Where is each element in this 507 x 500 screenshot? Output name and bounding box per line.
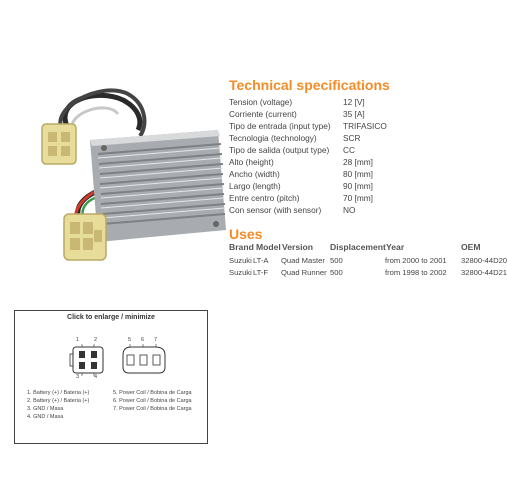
spec-row: [229, 204, 387, 216]
header-model: Model: [256, 242, 281, 252]
spec-row: [229, 120, 387, 132]
spec-row: [229, 156, 387, 168]
diagram-toggle-link[interactable]: Click to enlarge / minimize: [67, 314, 155, 321]
legend-item: 6. Power Coil / Bobina de Carga: [113, 398, 192, 404]
spec-label: Tipo de salida (output type): [229, 145, 330, 155]
spec-label: Alto (height): [229, 157, 274, 167]
uses-cell-year: from 2000 to 2001: [385, 256, 447, 265]
specs-title: Technical specifications: [229, 77, 390, 93]
pin-label: 4: [94, 374, 98, 380]
header-year: Year: [386, 242, 405, 252]
wiring-diagram[interactable]: [14, 310, 208, 444]
spec-row: [229, 168, 387, 180]
header-displacement: Displacement: [330, 242, 386, 252]
header-version: Version: [282, 242, 314, 252]
uses-cell-oem: 32800-44D21: [461, 268, 507, 277]
legend-item: 4. GND / Masa: [27, 414, 64, 420]
heatsink: [90, 130, 226, 242]
uses-cell-brand: Suzuki: [229, 268, 252, 277]
spec-label: Con sensor (with sensor): [229, 205, 322, 215]
spec-row: [229, 132, 387, 144]
spec-label: Entre centro (pitch): [229, 193, 300, 203]
pin-label: 2: [94, 337, 98, 343]
three-pin-connector-icon: [123, 344, 165, 373]
spec-value: SCR: [343, 133, 361, 143]
spec-value: 80 [mm]: [343, 169, 373, 179]
spec-row: [229, 108, 387, 120]
legend-left: [27, 389, 89, 421]
spec-label: Tension (voltage): [229, 97, 293, 107]
pin-label: 5: [128, 337, 132, 343]
uses-title: Uses: [229, 226, 263, 242]
connector-drawings: [15, 311, 207, 391]
spec-value: NO: [343, 205, 356, 215]
connector-top: [42, 124, 76, 164]
uses-cell-version: Quad Master: [281, 256, 325, 265]
spec-value: 90 [mm]: [343, 181, 373, 191]
pin-label: 6: [141, 337, 145, 343]
spec-row: [229, 96, 387, 108]
header-brand: Brand: [229, 242, 254, 252]
legend-item: 3. GND / Masa: [27, 406, 64, 412]
pin-label: 1: [76, 337, 80, 343]
legend-item: 1. Battery (+) / Bateria (+): [27, 390, 90, 396]
uses-table: [229, 242, 507, 280]
spec-value: 35 [A]: [343, 109, 365, 119]
pin-label: 7: [154, 337, 158, 343]
legend-item: 5. Power Coil / Bobina de Carga: [113, 390, 192, 396]
uses-cell-displacement: 500: [330, 268, 343, 277]
uses-cell-year: from 1998 to 2002: [385, 268, 447, 277]
uses-cell-displacement: 500: [330, 256, 343, 265]
spec-value: CC: [343, 145, 355, 155]
connector-bottom: [64, 214, 106, 260]
spec-label: Largo (length): [229, 181, 281, 191]
spec-label: Tipo de entrada (input type): [229, 121, 331, 131]
product-photo: [28, 70, 228, 280]
legend-item: 2. Battery (+) / Bateria (+): [27, 398, 90, 404]
specs-table: [229, 96, 387, 216]
uses-cell-model: LT-F: [253, 268, 269, 277]
legend-right: [113, 389, 192, 413]
legend-item: 7. Power Coil / Bobina de Carga: [113, 406, 192, 412]
spec-value: 12 [V]: [343, 97, 365, 107]
spec-label: Tecnologia (technology): [229, 133, 317, 143]
spec-label: Corriente (current): [229, 109, 297, 119]
spec-value: TRIFASICO: [343, 121, 387, 131]
spec-value: 70 [mm]: [343, 193, 373, 203]
spec-row: [229, 144, 387, 156]
pin-label: 3: [76, 374, 80, 380]
uses-cell-model: LT-A: [253, 256, 269, 265]
uses-cell-brand: Suzuki: [229, 256, 252, 265]
header-oem: OEM: [461, 242, 481, 252]
spec-label: Ancho (width): [229, 169, 280, 179]
spec-row: [229, 180, 387, 192]
uses-cell-oem: 32800-44D20: [461, 256, 507, 265]
four-pin-connector-icon: [70, 344, 103, 376]
spec-value: 28 [mm]: [343, 157, 373, 167]
uses-cell-version: Quad Runner: [281, 268, 327, 277]
spec-row: [229, 192, 387, 204]
